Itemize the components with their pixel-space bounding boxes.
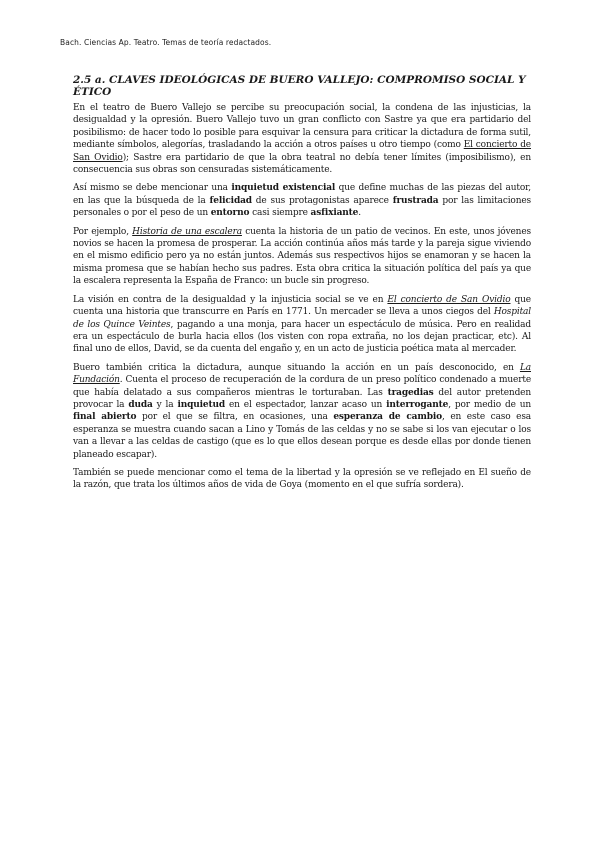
text-run: del autor pretenden provocar la — [73, 387, 532, 410]
running-header: Bach. Ciencias Ap. Teatro. Temas de teoría redactados. — [60, 38, 272, 47]
text-run: . — [358, 208, 361, 219]
paragraph-inquietud-existencial — [73, 182, 531, 219]
text-run: La visión en contra de la desigualdad y la injusticia social se ve en — [73, 294, 388, 305]
text-run: casi siempre — [249, 208, 311, 219]
section-title: 2.5 a. CLAVES IDEOLÓGICAS DE BUERO VALLEJO: COMPROMISO SOCIAL Y ÉTICO — [73, 74, 526, 98]
bold-term: inquietud existencial — [231, 183, 336, 194]
text-run: Así mismo se debe mencionar una — [73, 183, 232, 194]
bold-term: felicidad — [209, 195, 252, 206]
text-run: en el espectador, lanzar acaso un — [225, 399, 387, 410]
bold-term: final abierto — [73, 412, 137, 423]
bold-term: esperanza de cambio — [333, 412, 442, 423]
text-run: , por medio de un — [448, 399, 531, 410]
text-run: , pagando a una monja, para hacer un espectáculo de música. Pero en realidad era un espectáculo de burla hacia ellos (los visten con ropa extraña, no los dejan practicar, etc). Al final uno de ellos, David, se da cuenta del engaño y, en un acto de justicia poética mata al mercader. — [73, 319, 531, 355]
bold-term: duda — [128, 399, 153, 410]
document-body — [73, 74, 531, 498]
work-title-escalera: Historia de una escalera — [132, 226, 242, 237]
text-run: de sus protagonistas aparece — [251, 195, 393, 206]
text-run: ); Sastre era partidario de que la obra teatral no debía tener límites (imposibilismo), en consecuencia sus obras son censuradas sistemáticamente. — [73, 152, 532, 176]
bold-term: interrogante — [386, 399, 449, 410]
paragraph-historia-escalera — [73, 226, 531, 288]
text-run: También se puede mencionar como el tema de la libertad y la opresión se ve reflejado en El sueño de la razón, que trata los últimos años de vida de Goya (momento en el que sufría sordera). — [73, 467, 531, 491]
text-run: por el que se filtra, en ocasiones, una — [136, 412, 334, 423]
paragraph-sueno-razon — [73, 467, 531, 492]
work-title-fundacion: La Fundación — [73, 362, 531, 386]
work-title-concierto: El concierto de San Ovidio — [73, 140, 531, 163]
text-run: . Cuenta el proceso de recuperación de la cordura de un preso político condenado a muerte que había delatado a sus compañeros mientras le torturaban. Las — [73, 375, 531, 398]
bold-term: frustrada — [392, 195, 439, 206]
text-run: y la — [152, 399, 178, 410]
text-run: que cuenta una historia que transcurre en París en 1771. Un mercader se lleva a unos ciegos del — [73, 294, 531, 318]
work-title-concierto: El concierto de San Ovidio — [387, 294, 511, 305]
text-run: Por ejemplo, — [73, 226, 133, 237]
paragraph-concierto-san-ovidio — [73, 294, 531, 356]
paragraph-la-fundacion — [73, 362, 531, 461]
text-run: Buero también critica la dictadura, aunque situando la acción en un país desconocido, en — [73, 362, 520, 373]
italic-term: Hospital de los Quince Veintes — [73, 307, 531, 330]
text-run: cuenta la historia de un patio de vecinos. En este, unos jóvenes novios se hacen la promesa de prosperar. La acción continúa años más tarde y la pareja sigue viviendo en el mismo edificio pero ya no están juntos. Además sus respectivos hijos se enamoran y se hacen la misma promesa que se habían hecho sus padres. Esta obra critica la situación política del país ya que la escalera representa la España de Franco: un bucle sin progreso. — [73, 226, 531, 287]
paragraph-posibilismo — [73, 102, 531, 176]
text-run: que define muchas de las piezas del autor, en las que la búsqueda de la — [73, 183, 532, 206]
bold-term: asfixiante — [310, 208, 359, 219]
bold-term: entorno — [210, 208, 250, 219]
bold-term: tragedias — [387, 387, 434, 398]
text-run: En el teatro de Buero Vallejo se percibe su preocupación social, la condena de las injusticias, la desigualdad y la opresión. Buero Vallejo tuvo un gran conflicto con Sastre ya que era partidario del posibilismo: de hacer todo lo posible para esquivar la censura para criticar la dictadura de forma sutil, mediante símbolos, alegorías, trasladando la acción a otros países u otro tiempo (como — [73, 103, 531, 151]
bold-term: inquietud — [177, 399, 226, 410]
text-run: por las limitaciones personales o por el peso de un — [73, 195, 531, 219]
text-run: , en este caso esa esperanza se muestra cuando sacan a Lino y Tomás de las celdas y no se sabe si los van ejecutar o los van a llevar a las celdas de castigo (que es lo que ellos desean porque es desde ellas por donde tienen planeado escapar). — [73, 412, 532, 460]
